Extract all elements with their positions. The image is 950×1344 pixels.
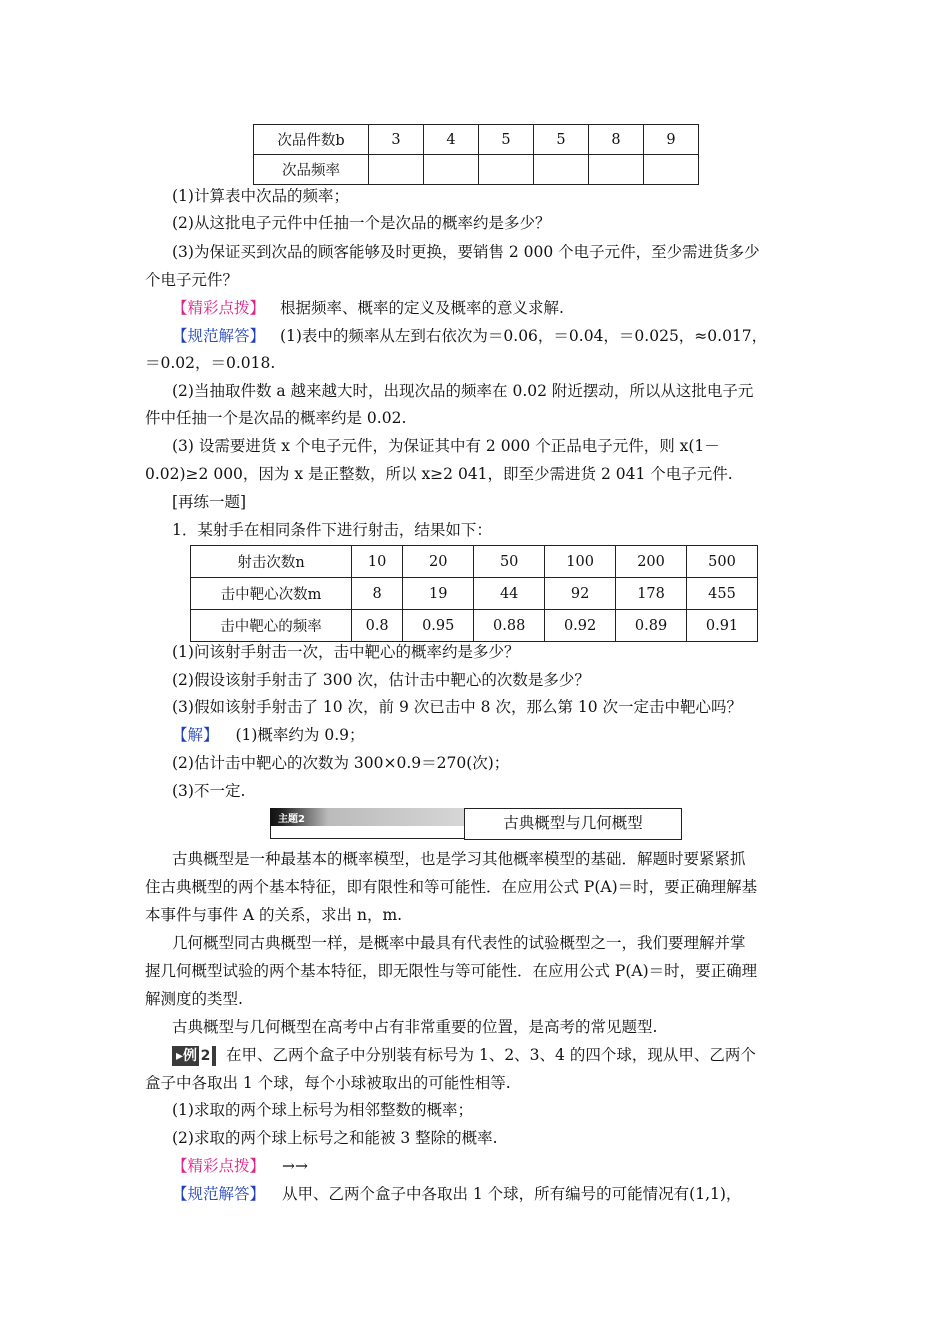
table-cell: 44 [474,578,545,610]
example-badge-label: 例 [183,1048,198,1064]
table-cell: 10 [352,546,403,578]
table-cell: 0.91 [687,610,758,642]
question-1: (1)计算表中次品的频率； [172,187,349,205]
practice-q3: (3)假如该射手射击了 10 次，前 9 次已击中 8 次，那么第 10 次一定击中靶心吗？ [172,698,743,716]
topic-divider [270,826,465,839]
table-cell: 射击次数n [191,546,352,578]
table-row [191,610,758,642]
example-2-q1: (1)求取的两个球上标号为相邻整数的概率； [172,1101,473,1119]
answer-line-3: (3)不一定. [172,782,246,800]
table-cell: 0.92 [545,610,616,642]
hint-tag: 【精彩点拨】 [172,1157,266,1175]
solution-text: (1)表中的频率从左到右依次为＝0.06，＝0.04，＝0.025，≈0.017， [279,327,768,345]
hint-tag: 【精彩点拨】 [172,299,266,317]
topic-header [270,808,682,840]
table-cell: 8 [589,125,644,155]
table-cell: 0.95 [403,610,474,642]
table-cell: 20 [403,546,474,578]
table-row [254,155,699,185]
table-cell [479,155,534,185]
table-cell: 4 [424,125,479,155]
solution-text: 从甲、乙两个盒子中各取出 1 个球，所有编号的可能情况有(1,1)， [281,1185,742,1203]
table-cell: 5 [534,125,589,155]
paragraph-2-line-3: 解测度的类型. [145,990,243,1008]
paragraph-2-line-1: 几何概型同古典概型一样，是概率中最具有代表性的试验概型之一，我们要理解并掌 [172,934,746,952]
paragraph-1-line-2: 住古典概型的两个基本特征，即有限性和等可能性．在应用公式 P(A)＝时，要正确理解基 [145,878,758,896]
paragraph-2-line-2: 握几何概型试验的两个基本特征，即无限性与等可能性．在应用公式 P(A)＝时，要正确理 [145,962,758,980]
solution-line-6: 0.02)≥2 000，因为 x 是正整数，所以 x≥2 041，即至少需进货 2 041 个电子元件. [145,465,733,483]
example-2-hint [172,1156,308,1176]
hint-text: →→ [281,1157,308,1175]
table-cell: 击中靶心次数m [191,578,352,610]
answer-tag: 【解】 [172,726,219,744]
table-cell: 100 [545,546,616,578]
table-cell [534,155,589,185]
solution-tag: 【规范解答】 [172,327,266,345]
hint-line [172,298,564,318]
practice-intro: 1．某射手在相同条件下进行射击，结果如下： [172,521,492,539]
table-cell: 次品频率 [254,155,369,185]
table-row [191,546,758,578]
table-cell [369,155,424,185]
topic-banner [270,808,464,826]
table-cell: 0.89 [616,610,687,642]
topic-badge: 主题2 [278,814,305,825]
question-3: (3)为保证买到次品的顾客能够及时更换，要销售 2 000 个电子元件，至少需进货多少 [172,243,760,261]
paragraph-1-line-3: 本事件与事件 A 的关系，求出 n，m. [145,906,403,924]
practice-q1: (1)问该射手射击一次，击中靶心的概率约是多少？ [172,643,520,661]
answer-line-2: (2)估计击中靶心的次数为 300×0.9＝270(次)； [172,754,510,772]
question-3-cont: 个电子元件？ [145,271,239,289]
example-2-line-2: 盒子中各取出 1 个球，每个小球被取出的可能性相等. [145,1074,511,1092]
practice-q2: (2)假设该射手射击了 300 次，估计击中靶心的次数是多少？ [172,671,590,689]
paragraph-1-line-1: 古典概型是一种最基本的概率模型，也是学习其他概率模型的基础．解题时要紧紧抓 [172,850,746,868]
table-cell: 击中靶心的频率 [191,610,352,642]
table-cell [589,155,644,185]
practice-title: [再练一题] [172,493,247,511]
paragraph-3: 古典概型与几何概型在高考中占有非常重要的位置，是高考的常见题型. [172,1018,658,1036]
topic-title: 古典概型与几何概型 [464,808,682,840]
table-cell: 200 [616,546,687,578]
table-cell: 455 [687,578,758,610]
table-cell: 8 [352,578,403,610]
answer-line-1 [172,725,365,745]
table-cell: 0.88 [474,610,545,642]
table-cell: 0.8 [352,610,403,642]
table-cell: 178 [616,578,687,610]
solution-line-2: ＝0.02，＝0.018. [145,354,276,372]
table-cell: 50 [474,546,545,578]
solution-line-4: 件中任抽一个是次品的概率约是 0.02. [145,409,407,427]
table-cell: 5 [479,125,534,155]
example-text: 在甲、乙两个盒子中分别装有标号为 1、2、3、4 的四个球，现从甲、乙两个 [226,1046,756,1064]
table-cell: 500 [687,546,758,578]
solution-line-1 [172,326,767,346]
table-cell: 92 [545,578,616,610]
hint-text: 根据频率、概率的定义及概率的意义求解. [279,299,564,317]
table-row [191,578,758,610]
solution-tag: 【规范解答】 [172,1185,266,1203]
solution-line-5: (3) 设需要进货 x 个电子元件，为保证其中有 2 000 个正品电子元件，则 x(1－ [172,437,720,455]
solution-line-3: (2)当抽取件数 a 越来越大时，出现次品的频率在 0.02 附近摆动，所以从这批电子元 [172,382,754,400]
shooting-table [190,545,758,642]
table-row [254,125,699,155]
answer-text: (1)概率约为 0.9； [235,726,365,744]
example-number: 2 [200,1048,211,1064]
example-2-line-1 [172,1045,756,1066]
table-cell: 19 [403,578,474,610]
table-cell: 3 [369,125,424,155]
table-cell: 9 [644,125,699,155]
table-cell [424,155,479,185]
example-2-solution [172,1184,741,1204]
table-cell: 次品件数b [254,125,369,155]
defect-table [253,124,699,185]
example-2-q2: (2)求取的两个球上标号之和能被 3 整除的概率. [172,1129,498,1147]
question-2: (2)从这批电子元件中任抽一个是次品的概率约是多少？ [172,214,551,232]
example-badge: ▸例 2 [172,1046,216,1066]
table-cell [644,155,699,185]
